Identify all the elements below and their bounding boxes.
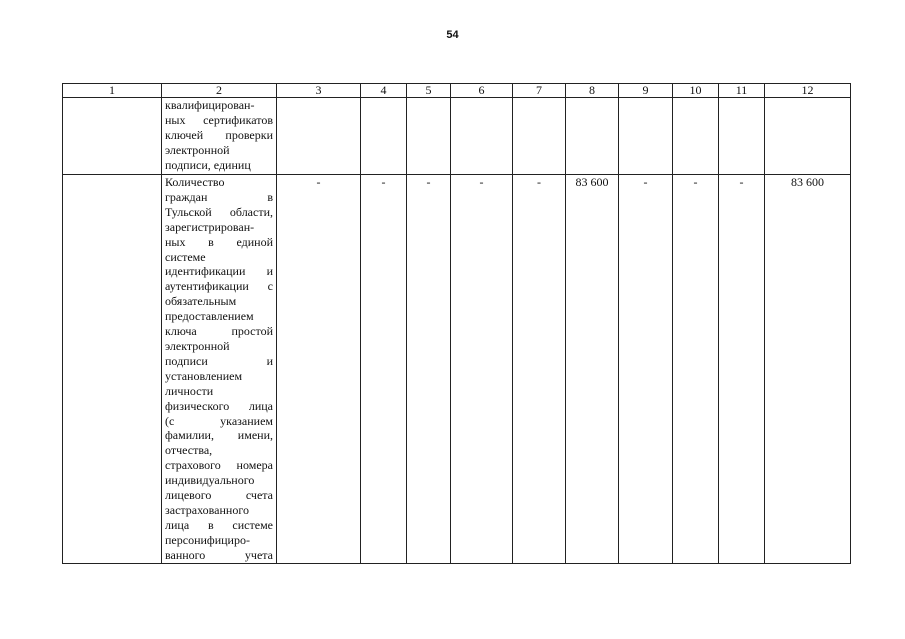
value-cell — [361, 98, 407, 175]
value-cell — [277, 98, 361, 175]
value-cell: - — [513, 175, 566, 564]
description-line: ключа простой — [165, 324, 273, 339]
description-line: граждан в — [165, 189, 273, 204]
description-line: индивидуального — [165, 473, 255, 488]
description-line: аутентификации с — [165, 279, 273, 294]
value-cell — [765, 98, 851, 175]
column-header: 9 — [619, 84, 673, 98]
column-header: 6 — [451, 84, 513, 98]
description-line: идентификации и — [165, 264, 273, 279]
value-cell — [513, 98, 566, 175]
description-line: физического лица — [165, 398, 273, 413]
value-cell — [673, 98, 719, 175]
indicator-description-cell — [162, 175, 277, 564]
description-line: ванного учета — [165, 547, 273, 562]
description-line: персонифициро- — [165, 532, 250, 547]
value-cell: - — [451, 175, 513, 564]
page-number: 54 — [446, 29, 459, 41]
row-number-cell — [63, 98, 162, 175]
value-cell: - — [619, 175, 673, 564]
column-header: 11 — [719, 84, 765, 98]
indicator-description-cell — [162, 98, 277, 175]
row-number-cell — [63, 175, 162, 564]
column-header: 1 — [63, 84, 162, 98]
description-line: квалифицирован- — [165, 98, 255, 112]
value-cell: 83 600 — [765, 175, 851, 564]
column-header: 3 — [277, 84, 361, 98]
value-cell: 83 600 — [566, 175, 619, 564]
description-line: установлением — [165, 368, 243, 383]
description-line: отчества, — [165, 443, 213, 458]
value-cell: - — [673, 175, 719, 564]
description-line: электронной — [165, 338, 230, 353]
data-table — [62, 83, 851, 564]
description-line: ных в единой — [165, 234, 273, 249]
description-line: застрахованного — [165, 502, 249, 517]
description-line: подписи и — [165, 353, 273, 368]
description-line: подписи, единиц — [165, 157, 251, 172]
description-line: обязательным — [165, 294, 237, 309]
value-cell — [619, 98, 673, 175]
description-line: системе — [165, 249, 206, 264]
value-cell — [451, 98, 513, 175]
description-line: Тульской области, — [165, 204, 273, 219]
column-header: 10 — [673, 84, 719, 98]
description-line: Количество — [165, 175, 225, 189]
table-row — [63, 98, 851, 175]
header-row — [63, 84, 851, 98]
description-line: личности — [165, 383, 214, 398]
description-line: зарегистрирован- — [165, 219, 255, 234]
description-line: (с указанием — [165, 413, 273, 428]
description-line: фамилии, имени, — [165, 428, 273, 443]
column-header: 7 — [513, 84, 566, 98]
value-cell: - — [277, 175, 361, 564]
value-cell: - — [407, 175, 451, 564]
description-line: ключей проверки — [165, 127, 273, 142]
value-cell: - — [361, 175, 407, 564]
column-header: 8 — [566, 84, 619, 98]
description-line: предоставлением — [165, 309, 254, 324]
description-line: страхового номера — [165, 458, 273, 473]
description-line: лица в системе — [165, 517, 273, 532]
column-header: 12 — [765, 84, 851, 98]
column-header: 5 — [407, 84, 451, 98]
value-cell — [407, 98, 451, 175]
column-header: 2 — [162, 84, 277, 98]
description-line: ных сертификатов — [165, 112, 273, 127]
value-cell — [719, 98, 765, 175]
table-row — [63, 175, 851, 564]
column-header: 4 — [361, 84, 407, 98]
description-line: лицевого счета — [165, 488, 273, 503]
description-line: электронной — [165, 142, 230, 157]
value-cell — [566, 98, 619, 175]
value-cell: - — [719, 175, 765, 564]
